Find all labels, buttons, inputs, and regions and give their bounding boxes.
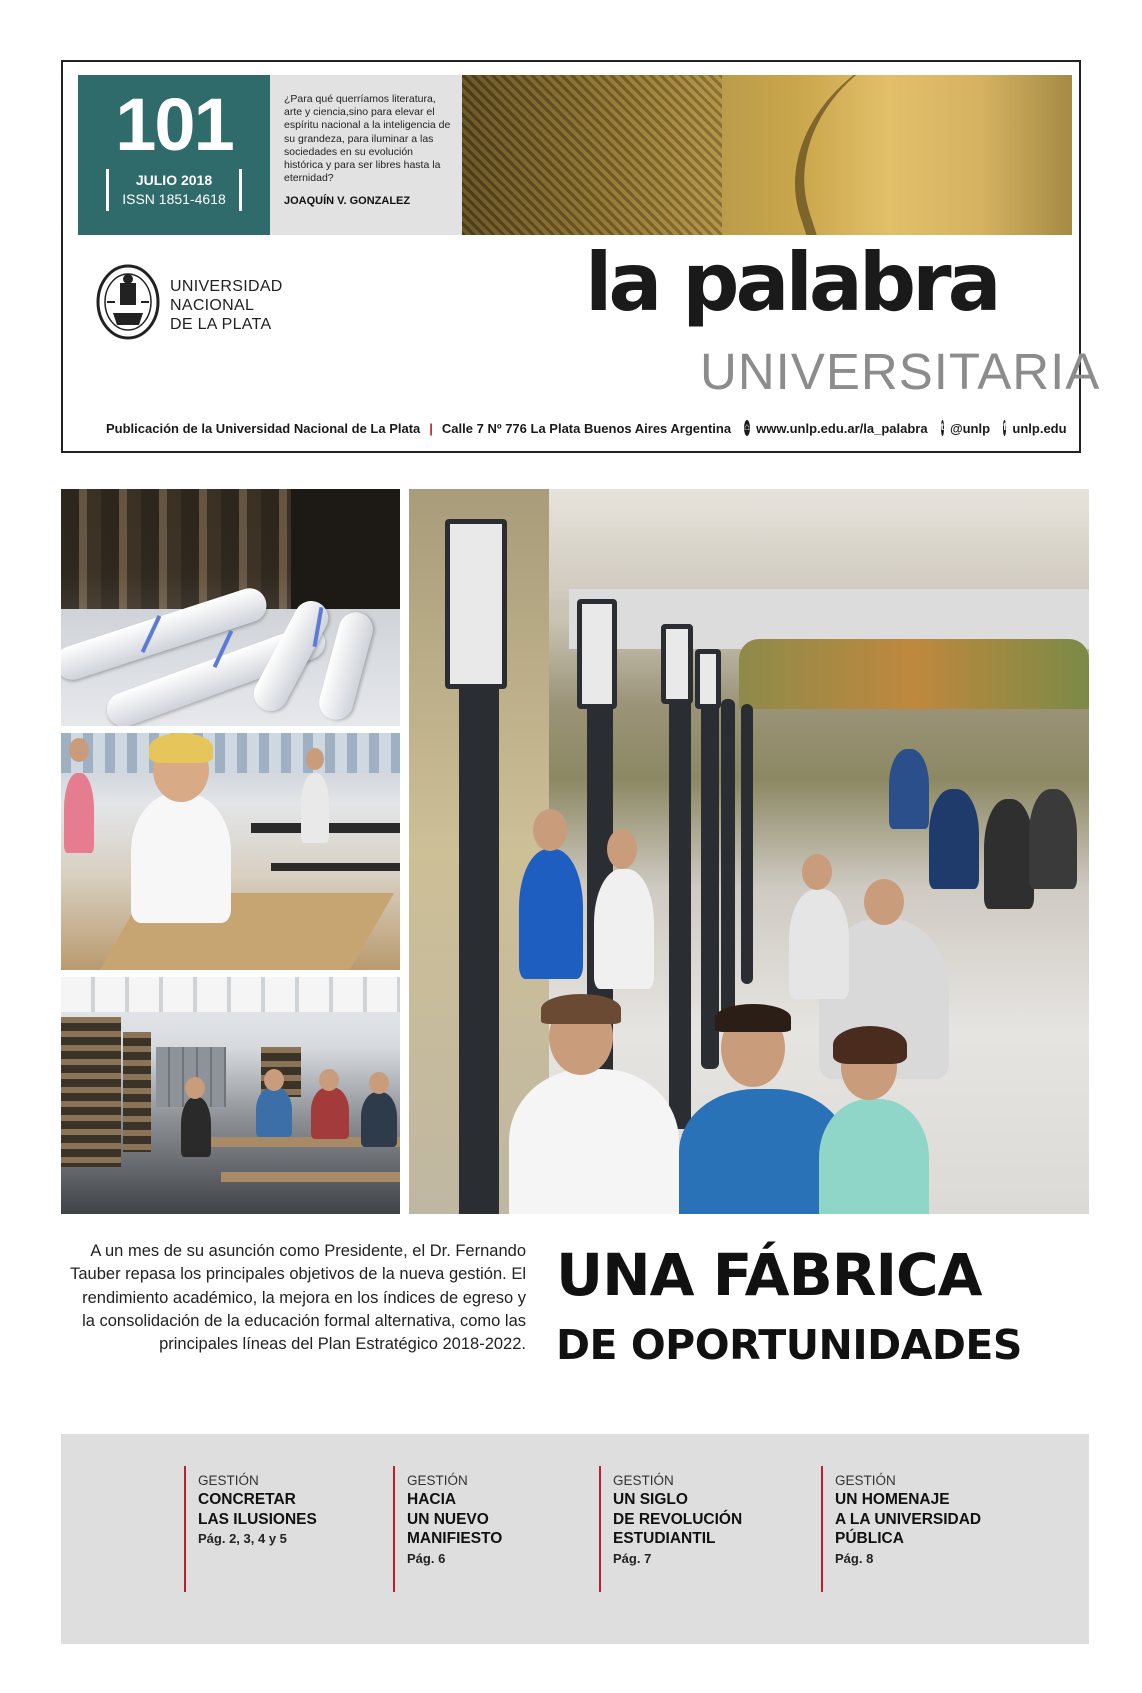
unlp-seal-icon [95, 263, 161, 341]
index-section: GESTIÓN [613, 1473, 674, 1488]
university-name [170, 277, 283, 334]
university-name-line2: NACIONAL [170, 297, 255, 314]
facebook-icon: f [1003, 420, 1006, 436]
masthead-subtitle: UNIVERSITARIA [700, 343, 1101, 400]
publication-name: Publicación de la Universidad Nacional de La Plata [106, 420, 421, 436]
publication-address: Calle 7 Nº 776 La Plata Buenos Aires Argentina [441, 420, 732, 436]
contents-index [61, 1434, 1089, 1644]
photo-campus [409, 489, 1089, 1214]
index-item[interactable] [821, 1466, 1055, 1592]
index-page: Pág. 6 [407, 1550, 446, 1566]
banner-crowd-texture [462, 75, 722, 235]
index-section: GESTIÓN [407, 1473, 468, 1488]
quote-text: ¿Para qué querríamos literatura, arte y ciencia,sino para elevar el espíritu nacional a la inteligencia de su grandeza, para iluminar a las sociedades en su evolución histórica y para ser libres hasta la eternidad? [284, 93, 451, 185]
separator: | [429, 420, 433, 436]
index-page: Pág. 2, 3, 4 y 5 [198, 1531, 287, 1546]
headline-line1: UNA FÁBRICA [556, 1241, 982, 1309]
masthead-title: la palabra [585, 236, 998, 329]
photo-worker [61, 733, 400, 970]
facebook-handle[interactable]: unlp.edu [1012, 420, 1067, 436]
index-page: Pág. 7 [613, 1550, 652, 1566]
university-name-line3: DE LA PLATA [170, 316, 272, 333]
twitter-handle[interactable]: @unlp [949, 420, 991, 436]
index-section: GESTIÓN [198, 1473, 259, 1488]
issue-issn: ISSN 1851-4618 [122, 191, 226, 207]
quote-box [270, 75, 462, 235]
photo-diplomas [61, 489, 400, 726]
twitter-icon: t [941, 420, 944, 436]
index-title: CONCRETAR LAS ILUSIONES [198, 1491, 317, 1528]
issue-date: JULIO 2018 [135, 172, 213, 188]
home-icon: ⌂ [744, 420, 750, 436]
headline-line2: DE OPORTUNIDADES [556, 1321, 1022, 1369]
index-title: UN HOMENAJE A LA UNIVERSIDAD PÚBLICA [835, 1491, 982, 1547]
index-section: GESTIÓN [835, 1473, 896, 1488]
quote-author: JOAQUÍN V. GONZALEZ [284, 195, 411, 207]
index-item[interactable] [393, 1466, 597, 1592]
university-name-line1: UNIVERSIDAD [170, 278, 283, 295]
index-item[interactable] [599, 1466, 813, 1592]
index-title: HACIA UN NUEVO MANIFIESTO [407, 1491, 503, 1547]
issue-number: 101 [115, 83, 233, 166]
lead-paragraph: A un mes de su asunción como Presidente, el Dr. Fernando Tauber repasa los principales objetivos de la nueva gestión. El rendimiento académico, la mejora en los índices de egreso y la consolidación de la educación formal alternativa, como las principales líneas del Plan Estratégico 2018-2022. [70, 1242, 526, 1354]
issue-meta [106, 169, 242, 211]
banner-leaf-shape [760, 75, 1072, 235]
website-link[interactable]: www.unlp.edu.ar/la_palabra [756, 420, 928, 436]
index-item[interactable] [184, 1466, 388, 1592]
issue-box [78, 75, 270, 235]
index-title: UN SIGLO DE REVOLUCIÓN ESTUDIANTIL [613, 1491, 743, 1547]
publication-bar [106, 420, 1066, 436]
index-page: Pág. 8 [835, 1550, 874, 1566]
banner-photo [462, 75, 1072, 235]
photo-library [61, 977, 400, 1214]
